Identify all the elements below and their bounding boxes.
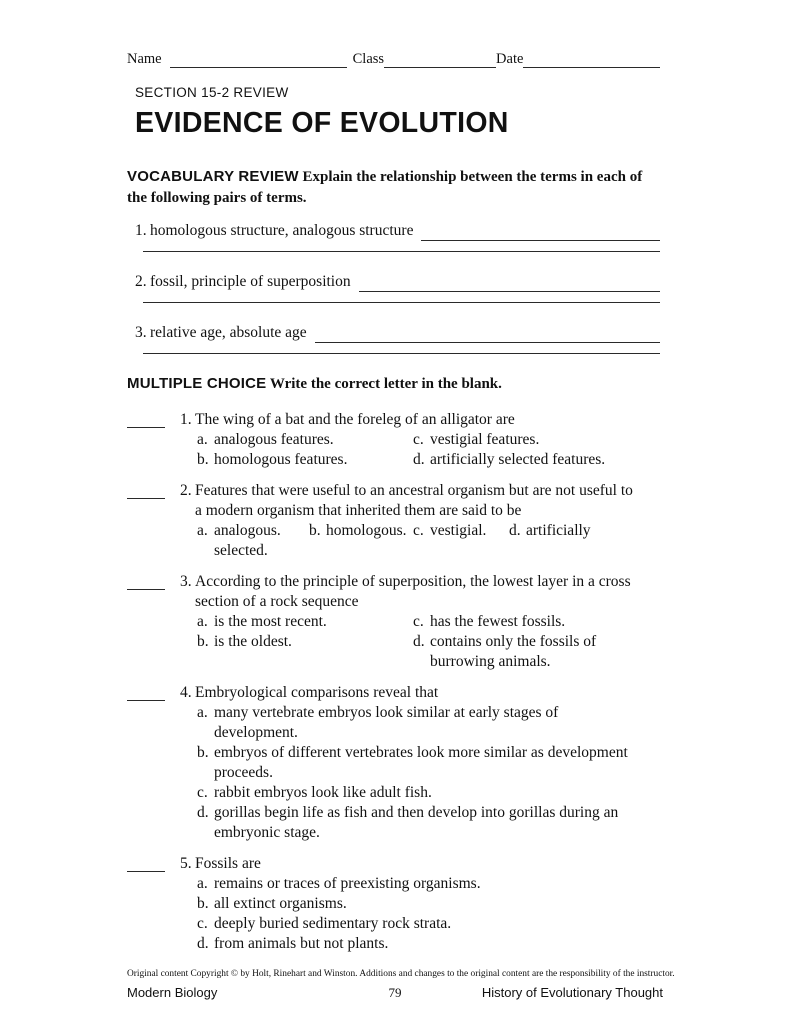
option-letter: d. <box>197 804 209 821</box>
option-row <box>180 803 660 823</box>
option-text: is the oldest. <box>214 633 292 650</box>
option-text: proceeds. <box>214 764 273 781</box>
question-text: The wing of a bat and the foreleg of an alligator are <box>195 411 515 428</box>
option-text: contains only the fossils of <box>430 633 597 650</box>
question-body <box>180 410 660 470</box>
option-letter <box>197 541 214 561</box>
option-text: from animals but not plants. <box>214 935 389 952</box>
vocab-answer-line[interactable] <box>143 353 660 354</box>
question-body <box>180 481 660 561</box>
option <box>197 652 413 672</box>
section-label: SECTION 15-2 REVIEW <box>135 85 289 100</box>
footer-row <box>127 985 663 1000</box>
class-label: Class <box>352 51 385 67</box>
question-number: 3. <box>180 573 192 590</box>
vocab-item-row <box>135 271 660 292</box>
option <box>197 763 273 783</box>
option <box>413 430 539 450</box>
option-row <box>180 874 660 894</box>
option-row <box>180 652 660 672</box>
option-letter: b. <box>309 522 321 539</box>
mc-question <box>127 410 660 470</box>
option-letter <box>197 652 214 672</box>
option-letter: c. <box>413 522 424 539</box>
question-first-line <box>180 410 660 430</box>
question-number: 5. <box>180 855 192 872</box>
option <box>309 521 413 541</box>
vocab-item-terms: relative age, absolute age <box>150 324 307 341</box>
option-letter: a. <box>197 522 208 539</box>
mc-question <box>127 481 660 561</box>
option-row <box>180 783 660 803</box>
option-text: remains or traces of preexisting organisms. <box>214 875 481 892</box>
option <box>197 823 320 843</box>
option-text: rabbit embryos look like adult fish. <box>214 784 432 801</box>
option <box>197 541 309 561</box>
option-row <box>180 763 660 783</box>
question-body <box>180 854 660 954</box>
question-text: a modern organism that inherited them are said to be <box>195 502 522 519</box>
option-text: vestigial features. <box>430 431 540 448</box>
option-row <box>180 723 660 743</box>
vocab-item-terms: homologous structure, analogous structure <box>150 222 414 239</box>
option-letter: c. <box>197 915 208 932</box>
vocab-answer-line[interactable] <box>143 251 660 252</box>
option-row <box>180 703 660 723</box>
footer-page-number: 79 <box>388 985 402 1000</box>
option <box>197 874 481 894</box>
question-body <box>180 572 660 672</box>
option-letter <box>413 652 430 672</box>
option-row <box>180 743 660 763</box>
name-class-date-row <box>127 50 660 68</box>
mc-questions <box>127 410 660 954</box>
page-title: EVIDENCE OF EVOLUTION <box>135 107 509 139</box>
option-text: artificially selected features. <box>430 451 606 468</box>
option <box>197 783 432 803</box>
vocab-answer-line[interactable] <box>421 227 660 241</box>
option-row <box>180 823 660 843</box>
mc-heading <box>127 373 660 395</box>
option-text: all extinct organisms. <box>214 895 347 912</box>
answer-blank[interactable] <box>127 857 165 872</box>
question-number: 1. <box>180 411 192 428</box>
option <box>197 743 628 763</box>
vocab-answer-line[interactable] <box>143 302 660 303</box>
answer-blank[interactable] <box>127 484 165 499</box>
option-text: deeply buried sedimentary rock strata. <box>214 915 452 932</box>
option-letter: a. <box>197 431 208 448</box>
option-letter: d. <box>413 633 425 650</box>
question-number: 2. <box>180 482 192 499</box>
option-letter: a. <box>197 704 208 721</box>
question-first-line <box>180 481 660 501</box>
option-letter: b. <box>197 744 209 761</box>
option-row <box>180 632 660 652</box>
vocab-item-number: 3. <box>135 324 147 341</box>
option-row <box>180 450 660 470</box>
option <box>197 703 558 723</box>
option-letter: c. <box>197 784 208 801</box>
vocab-heading-instruction: Explain the relationship between the terms in each of the following pairs of terms. <box>127 169 643 206</box>
name-input-line[interactable] <box>170 54 347 68</box>
copyright-line: Original content Copyright © by Holt, Rinehart and Winston. Additions and changes to the original content are the responsibility of the instructor. <box>127 969 675 979</box>
footer-book-title: Modern Biology <box>127 985 218 1000</box>
option-letter: b. <box>197 633 209 650</box>
question-text: According to the principle of superposition, the lowest layer in a cross <box>195 573 631 590</box>
question-body <box>180 683 660 843</box>
option <box>413 632 596 652</box>
question-text: Embryological comparisons reveal that <box>195 684 439 701</box>
option-row <box>180 894 660 914</box>
option-text: homologous features. <box>214 451 348 468</box>
class-input-line[interactable] <box>384 54 496 68</box>
option-text: artificially <box>526 522 591 539</box>
vocab-item-number: 1. <box>135 222 147 239</box>
mc-question <box>127 854 660 954</box>
option-text: embryos of different vertebrates look more similar as development <box>214 744 628 761</box>
question-number: 4. <box>180 684 192 701</box>
option <box>413 521 509 541</box>
vocab-item-row <box>135 322 660 343</box>
option-letter <box>197 723 214 743</box>
option-letter: d. <box>509 522 521 539</box>
question-text: section of a rock sequence <box>195 593 359 610</box>
option-text: development. <box>214 724 298 741</box>
option <box>197 632 413 652</box>
option <box>413 612 565 632</box>
mc-question <box>127 683 660 843</box>
vocab-item-terms: fossil, principle of superposition <box>150 273 351 290</box>
option-text: selected. <box>214 542 268 559</box>
option <box>197 803 618 823</box>
question-first-line <box>180 683 660 703</box>
option-letter: b. <box>197 451 209 468</box>
vocab-answer-line[interactable] <box>359 278 660 292</box>
option <box>509 521 591 541</box>
footer <box>127 968 675 1000</box>
option <box>197 894 347 914</box>
option-text: embryonic stage. <box>214 824 320 841</box>
answer-blank[interactable] <box>127 575 165 590</box>
vocab-item-number: 2. <box>135 273 147 290</box>
option <box>197 521 309 541</box>
question-text: Features that were useful to an ancestral organism but are not useful to <box>195 482 633 499</box>
option <box>197 934 388 954</box>
option-text: has the fewest fossils. <box>430 613 566 630</box>
option <box>197 612 413 632</box>
answer-blank[interactable] <box>127 413 165 428</box>
question-text: Fossils are <box>195 855 261 872</box>
option-text: burrowing animals. <box>430 653 551 670</box>
vocab-items <box>127 220 660 354</box>
question-first-line <box>180 572 660 592</box>
option <box>197 914 451 934</box>
option-text: homologous. <box>326 522 407 539</box>
option-letter: a. <box>197 613 208 630</box>
option-row <box>180 521 660 541</box>
answer-blank[interactable] <box>127 686 165 701</box>
vocab-heading <box>127 166 660 209</box>
vocab-item <box>127 271 660 303</box>
vocab-item-row <box>135 220 660 241</box>
vocab-item <box>127 322 660 354</box>
option-letter: d. <box>413 451 425 468</box>
option-letter <box>197 763 214 783</box>
option-letter: b. <box>197 895 209 912</box>
option-row <box>180 914 660 934</box>
date-label: Date <box>496 51 524 67</box>
option-letter <box>197 823 214 843</box>
option-text: vestigial. <box>430 522 487 539</box>
option-text: many vertebrate embryos look similar at early stages of <box>214 704 559 721</box>
option-row <box>180 541 660 561</box>
option-text: analogous. <box>214 522 281 539</box>
footer-chapter-title: History of Evolutionary Thought <box>481 985 663 1000</box>
option-letter: d. <box>197 935 209 952</box>
option-text: gorillas begin life as fish and then develop into gorillas during an <box>214 804 619 821</box>
option <box>197 450 413 470</box>
mc-heading-lead: MULTIPLE CHOICE <box>127 375 267 392</box>
vocab-heading-lead: VOCABULARY REVIEW <box>127 168 299 185</box>
vocab-item <box>127 220 660 252</box>
option-letter: a. <box>197 875 208 892</box>
option-letter: c. <box>413 613 424 630</box>
option <box>197 430 413 450</box>
mc-question <box>127 572 660 672</box>
question-first-line <box>180 854 660 874</box>
option-letter: c. <box>413 431 424 448</box>
vocab-answer-line[interactable] <box>315 329 660 343</box>
option-row <box>180 430 660 450</box>
option-row <box>180 934 660 954</box>
date-input-line[interactable] <box>523 54 660 68</box>
option-text: is the most recent. <box>214 613 327 630</box>
name-label: Name <box>127 51 162 67</box>
option-row <box>180 612 660 632</box>
option-text: analogous features. <box>214 431 334 448</box>
option <box>413 450 605 470</box>
mc-heading-instruction: Write the correct letter in the blank. <box>266 376 502 392</box>
option <box>197 723 298 743</box>
option <box>413 652 551 672</box>
